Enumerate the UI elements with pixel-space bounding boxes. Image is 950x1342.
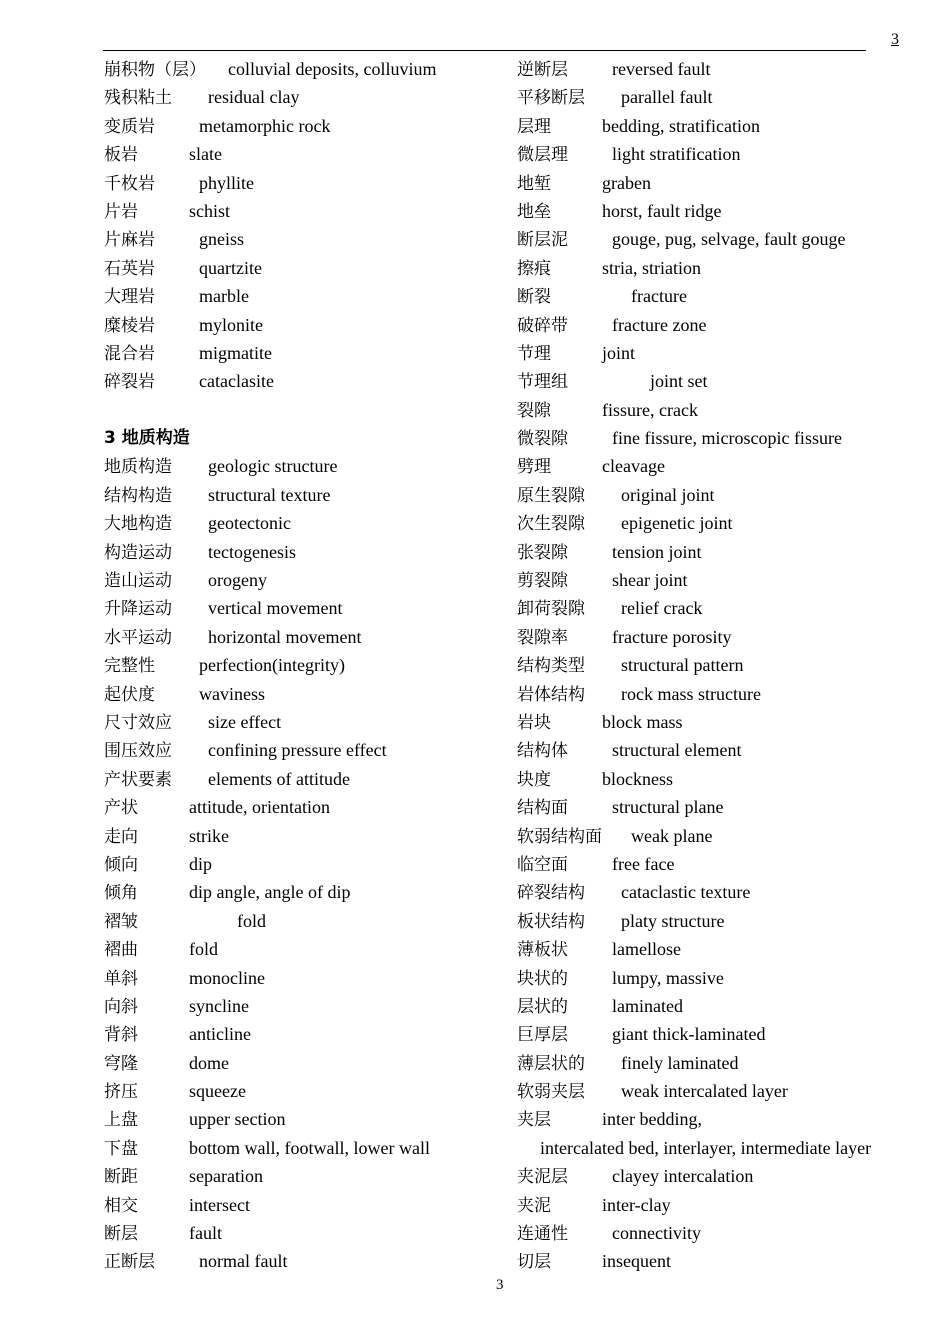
english-term: block mass [602, 711, 683, 732]
english-term: shear joint [612, 570, 688, 591]
glossary-entry [517, 708, 917, 736]
english-term: platy structure [621, 910, 725, 931]
glossary-entry [517, 169, 917, 197]
glossary-entry [517, 1219, 917, 1247]
english-term: bottom wall, footwall, lower wall [189, 1137, 430, 1158]
english-term: colluvial deposits, colluvium [228, 59, 437, 79]
glossary-entry [517, 680, 917, 708]
english-term: finely laminated [621, 1052, 739, 1073]
english-term: laminated [612, 995, 683, 1016]
chinese-term: 穹隆 [104, 1053, 138, 1074]
glossary-entry [104, 651, 504, 679]
english-term: weak intercalated layer [621, 1081, 788, 1102]
glossary-entry [104, 311, 504, 339]
glossary-entry [517, 594, 917, 622]
english-term: graben [602, 172, 651, 193]
chinese-term: 断层 [104, 1224, 138, 1245]
chinese-term: 挤压 [104, 1082, 138, 1103]
chinese-term: 断裂 [517, 287, 551, 308]
glossary-entry [517, 452, 917, 480]
english-term: structural pattern [621, 655, 744, 676]
english-term: elements of attitude [208, 768, 350, 789]
glossary-entry [104, 822, 504, 850]
glossary-entry [517, 907, 917, 935]
english-term: joint [602, 342, 636, 363]
glossary-entry [517, 793, 917, 821]
english-term: metamorphic rock [199, 115, 331, 136]
english-term: orogeny [208, 570, 267, 591]
glossary-entry [104, 850, 504, 878]
glossary-entry [517, 339, 917, 367]
glossary-entry [517, 509, 917, 537]
english-term: gneiss [199, 229, 244, 250]
glossary-entry [104, 1162, 504, 1190]
glossary-entry [517, 822, 917, 850]
chinese-term: 夹泥 [517, 1195, 551, 1216]
english-term: structural texture [208, 484, 331, 505]
glossary-entry [104, 169, 504, 197]
english-term: fault [189, 1223, 222, 1244]
chinese-term: 破碎带 [517, 315, 568, 336]
chinese-term: 节理 [517, 343, 551, 364]
footer-page-number: 3 [496, 1277, 504, 1293]
chinese-term: 地堑 [517, 173, 551, 194]
glossary-entry [517, 83, 917, 111]
english-term: lumpy, massive [612, 967, 724, 988]
glossary-entry [104, 878, 504, 906]
chinese-term: 板状结构 [517, 911, 585, 932]
glossary-entry [104, 935, 504, 963]
glossary-entry [104, 83, 504, 111]
chinese-term: 块状的 [517, 968, 568, 989]
english-term: fold [189, 939, 218, 960]
chinese-term: 裂隙 [517, 400, 551, 421]
glossary-entry [517, 367, 917, 395]
chinese-term: 片麻岩 [104, 230, 155, 251]
english-term: size effect [208, 711, 282, 732]
chinese-term: 相交 [104, 1195, 138, 1216]
chinese-term: 向斜 [104, 996, 138, 1017]
english-term: original joint [621, 484, 715, 505]
english-term: connectivity [612, 1223, 701, 1244]
english-term: upper section [189, 1109, 286, 1130]
english-term: horst, fault ridge [602, 200, 722, 221]
english-term: tension joint [612, 541, 702, 562]
english-term: insequent [602, 1251, 671, 1272]
chinese-term: 石英岩 [104, 258, 155, 279]
english-term: clayey intercalation [612, 1166, 754, 1187]
english-term: quartzite [199, 257, 262, 278]
english-term: dip [189, 853, 213, 874]
english-term: squeeze [189, 1081, 246, 1102]
chinese-term: 结构体 [517, 741, 568, 762]
english-term: strike [189, 825, 229, 846]
glossary-right-column [517, 55, 917, 1276]
glossary-entry [104, 736, 504, 764]
header-rule [103, 50, 866, 51]
glossary-entry [104, 197, 504, 225]
glossary-entry [517, 651, 917, 679]
glossary-entry [517, 765, 917, 793]
chinese-term: 断距 [104, 1167, 138, 1188]
chinese-term: 大地构造 [104, 514, 172, 535]
glossary-entry [104, 708, 504, 736]
chinese-term: 单斜 [104, 968, 138, 989]
glossary-entry [517, 964, 917, 992]
glossary-entry [104, 907, 504, 935]
glossary-entry [517, 935, 917, 963]
glossary-entry [104, 452, 504, 480]
english-term: confining pressure effect [208, 740, 387, 761]
english-term: structural plane [612, 797, 724, 818]
section-heading: 3 地质构造 [104, 428, 190, 449]
glossary-entry [517, 140, 917, 168]
header-page-number: 3 [891, 31, 899, 48]
chinese-term: 薄板状 [517, 940, 568, 961]
chinese-term: 临空面 [517, 854, 568, 875]
glossary-entry [517, 311, 917, 339]
chinese-term: 次生裂隙 [517, 514, 585, 535]
chinese-term: 下盘 [104, 1138, 138, 1159]
english-term: gouge, pug, selvage, fault gouge [612, 229, 846, 250]
glossary-entry [517, 225, 917, 253]
english-term: vertical movement [208, 598, 343, 619]
glossary-entry [104, 282, 504, 310]
chinese-term: 薄层状的 [517, 1053, 585, 1074]
english-term: blockness [602, 768, 673, 789]
chinese-term: 层状的 [517, 996, 568, 1017]
english-term: cataclastic texture [621, 882, 751, 903]
glossary-entry [104, 367, 504, 395]
glossary-entry [104, 765, 504, 793]
chinese-term: 层理 [517, 116, 551, 137]
chinese-term: 擦痕 [517, 258, 551, 279]
chinese-term: 张裂隙 [517, 542, 568, 563]
chinese-term: 卸荷裂隙 [517, 599, 585, 620]
glossary-entry [517, 736, 917, 764]
chinese-term: 倾角 [104, 883, 138, 904]
english-term: residual clay [208, 87, 300, 108]
english-term: dome [189, 1052, 229, 1073]
english-term: schist [189, 200, 231, 221]
chinese-term: 残积粘土 [104, 88, 172, 109]
english-term: cleavage [602, 456, 665, 477]
glossary-entry [104, 538, 504, 566]
english-term: phyllite [199, 172, 254, 193]
glossary-entry-continuation: intercalated bed, interlayer, intermediate layer [540, 1137, 872, 1158]
english-term: stria, striation [602, 257, 701, 278]
chinese-term: 完整性 [104, 656, 155, 677]
english-term: attitude, orientation [189, 797, 330, 818]
glossary-entry [104, 623, 504, 651]
glossary-entry [517, 55, 917, 83]
glossary-entry [517, 481, 917, 509]
english-term: weak plane [631, 825, 713, 846]
english-term: light stratification [612, 144, 741, 165]
english-term: fracture porosity [612, 626, 732, 647]
glossary-entry [104, 1219, 504, 1247]
glossary-entry [517, 850, 917, 878]
glossary-entry [517, 1020, 917, 1048]
chinese-term: 逆断层 [517, 60, 568, 80]
english-term: geologic structure [208, 456, 338, 477]
glossary-entry [517, 282, 917, 310]
chinese-term: 软弱夹层 [517, 1082, 585, 1103]
english-term: giant thick-laminated [612, 1024, 766, 1045]
chinese-term: 产状要素 [104, 769, 172, 790]
chinese-term: 节理组 [517, 372, 568, 393]
english-term: relief crack [621, 598, 703, 619]
glossary-entry [517, 992, 917, 1020]
chinese-term: 背斜 [104, 1025, 138, 1046]
chinese-term: 水平运动 [104, 627, 172, 648]
chinese-term: 原生裂隙 [517, 485, 585, 506]
chinese-term: 造山运动 [104, 571, 172, 592]
glossary-entry [517, 254, 917, 282]
chinese-term: 裂隙率 [517, 627, 568, 648]
glossary-entry [517, 197, 917, 225]
english-term: perfection(integrity) [199, 655, 345, 676]
english-term: migmatite [199, 342, 272, 363]
chinese-term: 微裂隙 [517, 429, 568, 450]
glossary-entry [517, 1105, 917, 1133]
english-term: structural element [612, 740, 742, 761]
english-term: marble [199, 286, 249, 307]
english-term: fine fissure, microscopic fissure [612, 428, 842, 449]
glossary-entry [104, 1134, 504, 1162]
english-term: rock mass structure [621, 683, 761, 704]
glossary-left-column [104, 55, 504, 1276]
glossary-entry [104, 509, 504, 537]
chinese-term: 岩体结构 [517, 684, 585, 705]
chinese-term: 千枚岩 [104, 173, 155, 194]
glossary-entry [517, 112, 917, 140]
glossary-entry [104, 1020, 504, 1048]
english-term: syncline [189, 995, 249, 1016]
chinese-term: 地垒 [517, 201, 551, 222]
chinese-term: 走向 [104, 826, 138, 847]
chinese-term: 结构类型 [517, 656, 585, 677]
glossary-entry [517, 1049, 917, 1077]
english-term: fissure, crack [602, 399, 698, 420]
chinese-term: 微层理 [517, 145, 568, 166]
chinese-term: 结构面 [517, 798, 568, 819]
glossary-entry [104, 1077, 504, 1105]
glossary-entry [104, 964, 504, 992]
glossary-entry [517, 538, 917, 566]
glossary-entry [104, 1105, 504, 1133]
glossary-entry [517, 1077, 917, 1105]
chinese-term: 围压效应 [104, 741, 172, 762]
glossary-entry [104, 140, 504, 168]
chinese-term: 褶曲 [104, 940, 138, 961]
chinese-term: 碎裂结构 [517, 883, 585, 904]
glossary-entry [104, 793, 504, 821]
chinese-term: 剪裂隙 [517, 571, 568, 592]
chinese-term: 巨厚层 [517, 1025, 568, 1046]
glossary-entry [104, 680, 504, 708]
chinese-term: 混合岩 [104, 343, 155, 364]
english-term: horizontal movement [208, 626, 362, 647]
glossary-entry [104, 992, 504, 1020]
chinese-term: 褶皱 [104, 911, 138, 932]
chinese-term: 倾向 [104, 854, 138, 875]
chinese-term: 结构构造 [104, 485, 172, 506]
glossary-entry [104, 254, 504, 282]
glossary-entry [517, 1247, 917, 1275]
english-term: tectogenesis [208, 541, 296, 562]
glossary-entry [104, 1191, 504, 1219]
glossary-entry [104, 594, 504, 622]
chinese-term: 板岩 [104, 145, 138, 166]
english-term: slate [189, 144, 222, 165]
chinese-term: 升降运动 [104, 599, 172, 620]
chinese-term: 尺寸效应 [104, 712, 172, 733]
glossary-entry [517, 396, 917, 424]
chinese-term: 崩积物（层） [104, 60, 206, 80]
english-term: fracture [631, 286, 687, 307]
chinese-term: 块度 [517, 769, 551, 790]
english-term: lamellose [612, 939, 681, 960]
glossary-entry [104, 55, 504, 83]
chinese-term: 产状 [104, 798, 138, 819]
chinese-term: 起伏度 [104, 684, 155, 705]
chinese-term: 大理岩 [104, 287, 155, 308]
english-term: mylonite [199, 314, 263, 335]
english-term: inter-clay [602, 1194, 671, 1215]
chinese-term: 平移断层 [517, 88, 585, 109]
chinese-term: 碎裂岩 [104, 372, 155, 393]
english-term: epigenetic joint [621, 513, 733, 534]
glossary-entry [104, 1049, 504, 1077]
chinese-term: 片岩 [104, 201, 138, 222]
chinese-term: 夹层 [517, 1110, 551, 1131]
english-term: separation [189, 1166, 263, 1187]
english-term: cataclasite [199, 371, 274, 392]
english-term: joint set [650, 371, 708, 392]
blank-line [104, 396, 504, 424]
glossary-entry [104, 481, 504, 509]
chinese-term: 地质构造 [104, 457, 172, 478]
chinese-term: 劈理 [517, 457, 551, 478]
english-term: monocline [189, 967, 265, 988]
glossary-entry [104, 225, 504, 253]
chinese-term: 糜棱岩 [104, 315, 155, 336]
glossary-entry [104, 566, 504, 594]
glossary-entry [517, 424, 917, 452]
chinese-term: 岩块 [517, 712, 551, 733]
glossary-entry [517, 566, 917, 594]
english-term: normal fault [199, 1251, 288, 1272]
glossary-entry [517, 623, 917, 651]
english-term: geotectonic [208, 513, 291, 534]
chinese-term: 夹泥层 [517, 1167, 568, 1188]
english-term: anticline [189, 1024, 251, 1045]
chinese-term: 构造运动 [104, 542, 172, 563]
english-term: intersect [189, 1194, 250, 1215]
chinese-term: 断层泥 [517, 230, 568, 251]
english-term: parallel fault [621, 87, 713, 108]
chinese-term: 软弱结构面 [517, 826, 602, 847]
chinese-term: 连通性 [517, 1224, 568, 1245]
glossary-entry [517, 1191, 917, 1219]
chinese-term: 变质岩 [104, 116, 155, 137]
english-term: free face [612, 853, 675, 874]
glossary-entry [104, 339, 504, 367]
glossary-entry [104, 1247, 504, 1275]
english-term: fold [237, 910, 266, 931]
english-term: inter bedding, [602, 1109, 702, 1130]
glossary-entry [517, 1162, 917, 1190]
english-term: reversed fault [612, 59, 711, 79]
english-term: bedding, stratification [602, 115, 760, 136]
english-term: waviness [199, 683, 265, 704]
glossary-entry [517, 878, 917, 906]
chinese-term: 上盘 [104, 1110, 138, 1131]
chinese-term: 切层 [517, 1252, 551, 1273]
english-term: dip angle, angle of dip [189, 882, 351, 903]
glossary-entry [104, 112, 504, 140]
english-term: fracture zone [612, 314, 707, 335]
chinese-term: 正断层 [104, 1252, 155, 1273]
